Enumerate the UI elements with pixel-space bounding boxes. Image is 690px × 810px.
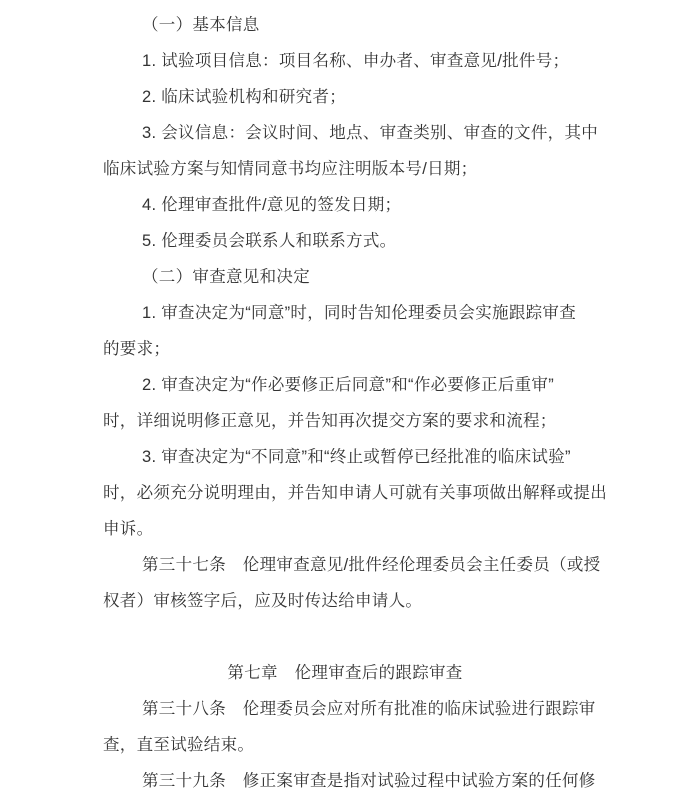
document-line: 4. 伦理审查批件/意见的签发日期； (142, 196, 402, 214)
document-line: 1. 审查决定为“同意”时，同时告知伦理委员会实施跟踪审查 (142, 304, 577, 322)
document-line: 2. 审查决定为“作必要修正后同意”和“作必要修正后重审” (142, 376, 555, 394)
document-line: 1. 试验项目信息：项目名称、申办者、审查意见/批件号； (142, 52, 570, 70)
chapter-heading: 第七章 伦理审查后的跟踪审查 (227, 664, 463, 682)
article-line: 第三十八条 伦理委员会应对所有批准的临床试验进行跟踪审 (142, 700, 596, 718)
section-heading: （一）基本信息 (142, 16, 260, 34)
blank-line (0, 619, 690, 655)
document-line: 查，直至试验结束。 (103, 736, 255, 754)
document-line: 权者）审核签字后，应及时传达给申请人。 (103, 592, 423, 610)
document-line: 临床试验方案与知情同意书均应注明版本号/日期； (103, 160, 478, 178)
document-line: 时，必须充分说明理由，并告知申请人可就有关事项做出解释或提出 (103, 484, 607, 502)
document-line: 申诉。 (103, 520, 154, 538)
document-line: 时，详细说明修正意见，并告知再次提交方案的要求和流程； (103, 412, 557, 430)
article-line: 第三十九条 修正案审查是指对试验过程中试验方案的任何修 (142, 772, 596, 790)
section-heading: （二）审查意见和决定 (142, 268, 310, 286)
article-line: 第三十七条 伦理审查意见/批件经伦理委员会主任委员（或授 (142, 556, 601, 574)
document-line: 2. 临床试验机构和研究者； (142, 88, 347, 106)
document-line: 的要求； (103, 340, 171, 358)
document-text-block (0, 7, 690, 799)
document-line: 3. 会议信息：会议时间、地点、审查类别、审查的文件，其中 (142, 124, 599, 142)
document-line: 3. 审查决定为“不同意”和“终止或暂停已经批准的临床试验” (142, 448, 571, 466)
document-line: 5. 伦理委员会联系人和联系方式。 (142, 232, 397, 250)
